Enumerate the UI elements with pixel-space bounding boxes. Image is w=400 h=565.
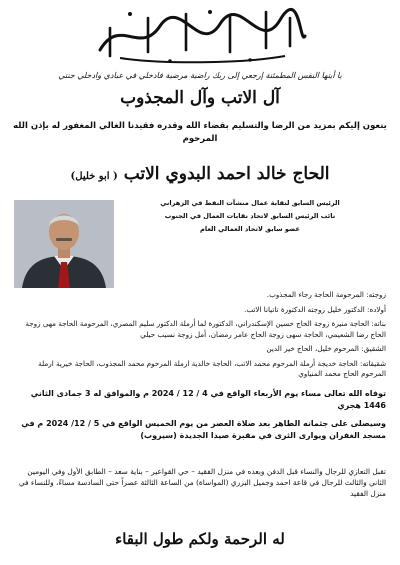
position-line: الرئيس السابق لنقابة عمال منشآت النفط في الزهراني: [160, 199, 340, 207]
portrait-photo-icon: [14, 200, 114, 288]
calligraphy-header: [90, 6, 310, 64]
death-date-line: توفاه الله تعالى مساء يوم الأربعاء الواقع في 4 / 12 / 2024 م والموافق له 3 جمادى الثاني 1446 هجري: [30, 389, 386, 410]
relatives-section: [14, 290, 386, 384]
sons-line: أولاده: الدكتور خليل زوجته الدكتورة تاتيانا الاتب.: [244, 304, 386, 314]
positions-list: [120, 198, 380, 237]
brothers-line: الشقيق: المرحوم خليل، الحاج خير الدين: [266, 344, 386, 353]
condolences-text: تقبل التعازي للرجال والنساء قبل الدفن وبعده في منزل الفقيد – حي القواعير – بناية سعد – الطابق الأول وفي اليومين الثاني والثالث للرجال في قاعة احمد وجميل البزري (المواساة) من الساعة الثالثة عصراً حتى السادسة مساءً، وللنساء في منزل الفقيد: [18, 467, 386, 498]
deceased-name: الحاج خالد احمد البدوي الاتب: [123, 164, 330, 184]
family-names-heading: آل الاتب وآل المجذوب: [120, 88, 280, 108]
quran-verse: يا أيتها النفس المطمئنة إرجعي إلى ربك راضية مرضية فادخلي في عبادي وادخلي جنتي: [58, 71, 342, 80]
closing-phrase: له الرحمة ولكم طول البقاء: [115, 530, 285, 548]
deceased-nickname: ( ابو خليل): [70, 171, 118, 182]
announcement-text: ينعون إليكم بمزيد من الرضا والتسليم بقضاء الله وقدره فقيدنا الغالي المغفور له بإذن الله المرحوم: [13, 121, 387, 144]
deceased-name-row: [0, 164, 400, 184]
wife-line: زوجته: المرحومة الحاجة رجاء المجذوب.: [266, 290, 386, 299]
funeral-section: [14, 388, 386, 448]
sisters-line: شقيقاته: الحاجة خديجة أرملة المرحوم محمد الاتب، الحاجة خالدية ارملة المرحوم محمد المجذوب، الحاجة خيرية ارملة المرحوم الحاج محمد المنياوي: [38, 358, 386, 378]
burial-line: وسيصلى على جثمانه الطاهر بعد صلاة العصر من يوم الخميس الواقع في 5 / 12/ 2024 م في مسجد الغفران ويوارى الثرى في مقبرة صيدا الجديدة (سيروب): [21, 419, 386, 440]
daughters-line: بناته: الحاجة منيرة زوجة الحاج حسين الإسكندراني، الدكتورة لما أرملة الدكتور سليم المصري، المرحومة الحاجة مهى زوجة الحاج رضا الشعيمي، الحاجة سهى زوجة الحاج عامر رمضان، أمل زوجة نسيب حيلي: [25, 319, 386, 339]
portrait-photo: [14, 200, 114, 288]
position-line: نائب الرئيس السابق لاتحاد نقابات العمال في الجنوب: [164, 212, 336, 220]
position-line: عضو سابق لاتحاد العمالي العام: [200, 225, 300, 233]
